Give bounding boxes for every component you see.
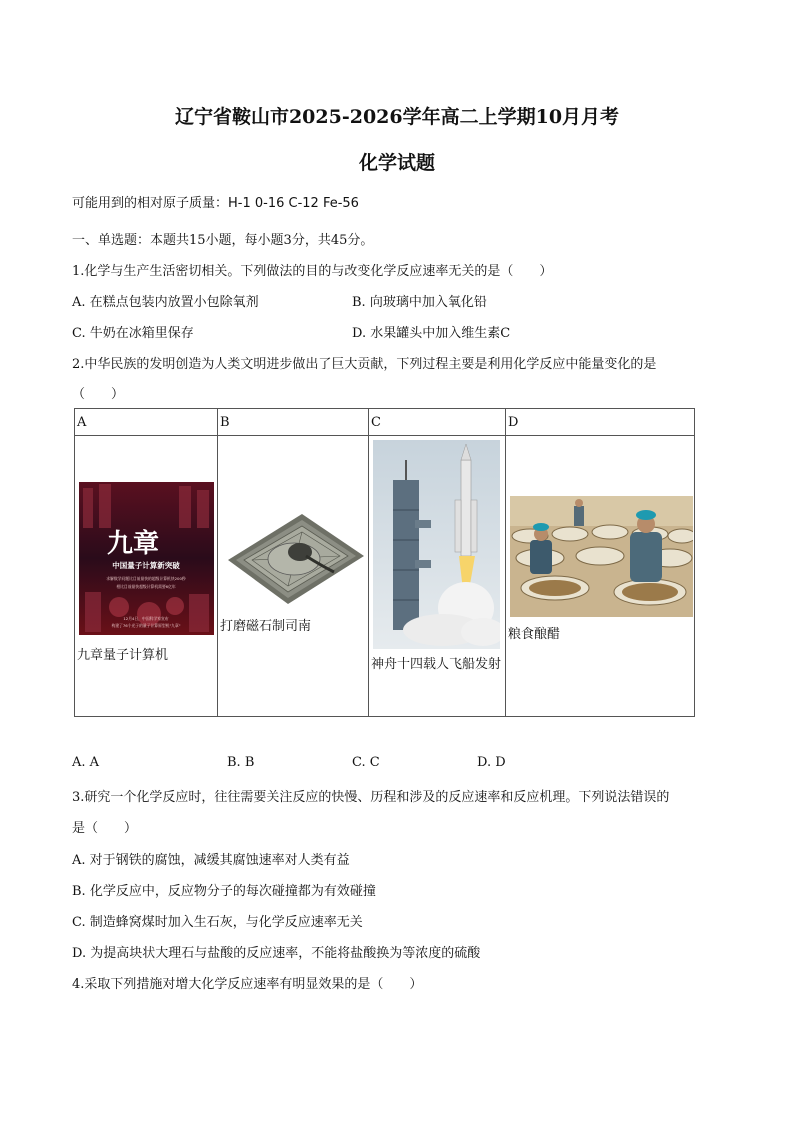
caption-b: 打磨磁石制司南 — [220, 619, 312, 634]
caption-a: 九章量子计算机 — [77, 648, 169, 663]
poster-title: 九章 — [107, 529, 160, 559]
q3-option-a: A. 对于钢铁的腐蚀，减缓其腐蚀速率对人类有益 — [72, 853, 350, 868]
q1-option-a: A. 在糕点包装内放置小包除氧剂 — [72, 295, 259, 310]
q1-option-d: D. 水果罐头中加入维生素C — [352, 326, 511, 341]
atomic-masses: 可能用到的相对原子质量：H-1 0-16 C-12 Fe-56 — [72, 196, 359, 211]
question-3-stem-cont: 是（ ） — [72, 821, 138, 836]
page-title: 辽宁省鞍山市2025-2026学年高二上学期10月月考 — [174, 106, 620, 128]
quantum-computer-image — [79, 482, 214, 635]
q2-option-a: A. A — [72, 755, 100, 770]
question-3-stem: 3.研究一个化学反应时，往往需要关注反应的快慢、历程和涉及的反应速率和反应机理。下列说法错误的 — [72, 790, 670, 805]
question-4-stem: 4.采取下列措施对增大化学反应速率有明显效果的是（ ） — [72, 977, 423, 992]
table-header-a: A — [75, 409, 218, 436]
q2-option-d: D. D — [477, 755, 506, 770]
table-header-c: C — [369, 409, 506, 436]
table-header-d: D — [506, 409, 695, 436]
q3-option-c: C. 制造蜂窝煤时加入生石灰，与化学反应速率无关 — [72, 915, 363, 930]
poster-line-5: 构建了76个光子的量子计算原型机"九章" — [111, 623, 181, 628]
q1-option-b: B. 向玻璃中加入氧化铅 — [352, 295, 487, 310]
poster-line-3: 相比目前最快超级计算机需要6亿年 — [116, 584, 176, 589]
page-subtitle: 化学试题 — [358, 152, 435, 174]
section-heading: 一、单选题：本题共15小题，每小题3分，共45分。 — [72, 233, 374, 248]
q3-option-d: D. 为提高块状大理石与盐酸的反应速率，不能将盐酸换为等浓度的硫酸 — [72, 946, 481, 961]
table-header-b: B — [218, 409, 369, 436]
q2-option-c: C. C — [352, 755, 380, 770]
sinan-compass-image — [222, 510, 369, 608]
poster-line-2: 求解数学问题比目前最快的超级计算机快200秒 — [106, 576, 186, 581]
options-table — [74, 408, 695, 717]
question-2-stem: 2.中华民族的发明创造为人类文明进步做出了巨大贡献，下列过程主要是利用化学反应中能量变化的是 — [72, 357, 657, 372]
vinegar-brewing-image — [510, 496, 693, 617]
q3-option-b: B. 化学反应中，反应物分子的每次碰撞都为有效碰撞 — [72, 884, 376, 899]
poster-line-4: 12月4日，中国科学家宣布 — [123, 616, 169, 621]
caption-d: 粮食酿醋 — [508, 627, 561, 642]
poster-line-1: 中国量子计算新突破 — [112, 561, 180, 570]
question-2-stem-cont: （ ） — [72, 387, 125, 402]
q2-option-b: B. B — [227, 755, 255, 770]
q1-option-c: C. 牛奶在冰箱里保存 — [72, 326, 194, 341]
question-1-stem: 1.化学与生产生活密切相关。下列做法的目的与改变化学反应速率无关的是（ ） — [72, 264, 553, 279]
caption-c: 神舟十四载人飞船发射 — [371, 657, 502, 672]
rocket-launch-image — [373, 440, 500, 649]
